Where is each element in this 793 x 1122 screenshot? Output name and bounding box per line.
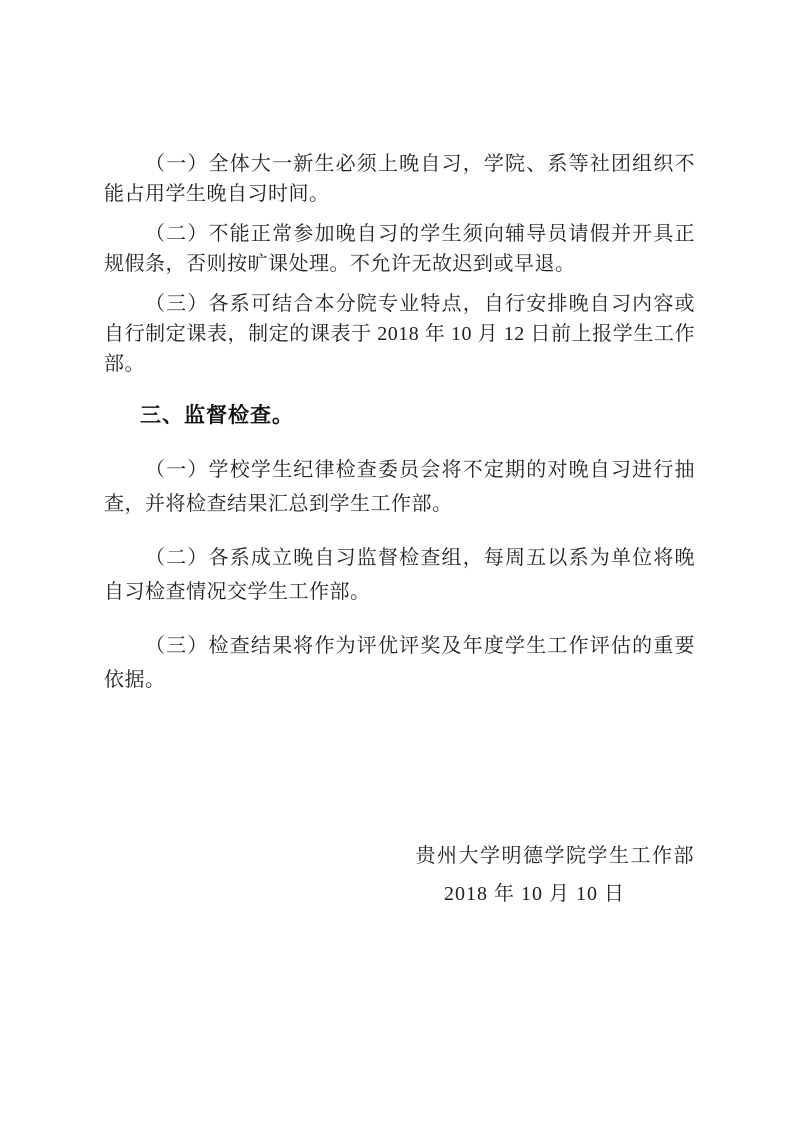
intro-paragraph-1: （一）全体大一新生必须上晚自习，学院、系等社团组织不能占用学生晚自习时间。: [104, 153, 695, 205]
intro-paragraph-2: （二）不能正常参加晚自习的学生须向辅导员请假并开具正规假条，否则按旷课处理。不允许无故迟到或早退。: [104, 223, 695, 275]
signature-block: [104, 837, 695, 913]
date-line: 2018 年 10 月 10 日: [444, 883, 625, 905]
supervision-paragraph-3: （三）检查结果将作为评优评奖及年度学生工作评估的重要依据。: [104, 635, 695, 691]
supervision-paragraph-1: （一）学校学生纪律检查委员会将不定期的对晚自习进行抽查，并将检查结果汇总到学生工作部。: [104, 459, 695, 515]
section-heading-supervision: 三、监督检查。: [140, 404, 294, 427]
intro-paragraph-3: （三）各系可结合本分院专业特点，自行安排晚自习内容或自行制定课表，制定的课表于 2018 年 10 月 12 日前上报学生工作部。: [104, 293, 695, 375]
signature-line: 贵州大学明德学院学生工作部: [415, 845, 695, 867]
supervision-paragraph-2: （二）各系成立晚自习监督检查组，每周五以系为单位将晚自习检查情况交学生工作部。: [104, 547, 695, 603]
